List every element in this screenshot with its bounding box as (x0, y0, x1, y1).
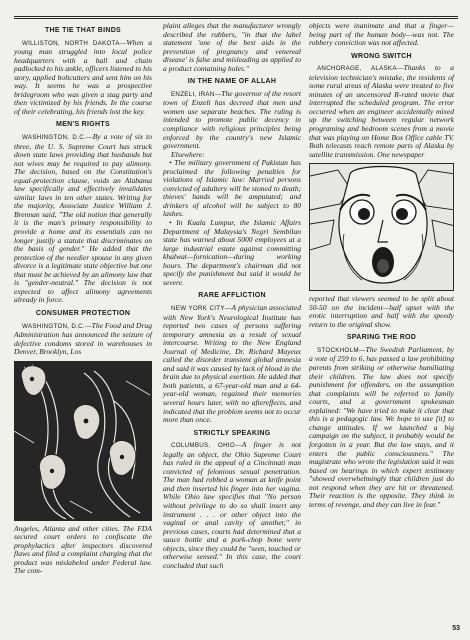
bullet-item: • The military government of Pakistan has proclaimed the following penalties for violations of Islamic law: Married persons convicted of adultery will be stoned to death; thieves' hands will be amputated; and drinkers of alcohol will be subject to 80 lashes. (163, 158, 301, 219)
column-2 (163, 22, 301, 570)
shocked-face-illustration (309, 163, 454, 291)
headline-mens-rights: MEN'S RIGHTS (56, 121, 110, 129)
page-number: 53 (452, 625, 460, 632)
dateline: COLUMBUS, OHIO (171, 442, 235, 450)
article-body: —The governor of the resort town of Enzeli has decreed that men and women use separate beaches. The ruling is intended to promote public decency in compliance with religious principles being enforced by the country's new Islamic government. (163, 88, 302, 151)
dateline: WASHINGTON, D.C. (22, 134, 86, 142)
article-body: Elsewhere: (171, 149, 205, 159)
article-body-continued: plaint alleges that the manufacturer wrongly described the rubbers, "in that the label statement 'one of the best aids in the prevention of pregnancy and venereal disease' is false and misleading as applied to a product containing holes." (163, 21, 301, 73)
dateline: STOCKHOLM (317, 346, 359, 354)
article-body: —When a young man struggled into local police headquarters with a ball and chain padlocked to his ankle, officers listened to his story, applied boltcutters and sent him on his way. It seems he was a prospective bridegroom who was given a stag party and then victimized by his friends. In the course of their celebrating, his friends lost the key. (14, 37, 152, 116)
dateline: ANCHORAGE, ALASKA (317, 65, 397, 73)
headline-rare-affliction: RARE AFFLICTION (198, 292, 266, 300)
headline-in-the-name-of-allah: IN THE NAME OF ALLAH (187, 78, 277, 86)
article-body-continued: reported that viewers seemed to be split about 50-50 on the incident—half upset with the erotic interruption and half with the speedy return to the original show. (309, 294, 454, 329)
bullet-item: • In Kuala Lumpur, the Islamic Affairs Department of Malaysia's Negri Sembilan state has warned about 5000 employees at a large industrial estate against committing khalwat—fornication—during working hours. The department's chairman did not specify the punishment but said it would be severe. (163, 218, 301, 287)
dateline: WASHINGTON, D.C. (22, 322, 85, 330)
article-body: —The Food and Drug Administration has announced the seizure of defective condoms stored in warehouses in Denver, Brooklyn, Los (14, 320, 152, 357)
article-body: —The Swedish Parliament, by a vote of 259 to 6, has passed a law prohibiting parents from striking or otherwise humiliating their children. The law does not specify punishment for offenders, on the assumption that complaints will be referred to family courts, and a government spokesman explained: "We have tried to make it clear that this is a pedagogic law. We hope to use [it] to change attitudes. If we launched a big campaign on the subject, it probably would be forgotten in a year. But the law stays, and it enters the public consciousness." The magistrate who wrote the legislation said it was based on hearings in which expert testimony "showed overwhelmingly that children just do not respond when they are hit or threatened. Their reaction is the opposite. They think in terms of revenge, and they can live in fear." (309, 344, 454, 509)
top-rule (14, 16, 458, 19)
article-body: —Thanks to a television technician's mistake, the residents of some rural areas of Alaska were treated to five minutes of an uncensored R-rated movie that interrupted the scheduled program. The error occurred when an engineer accidentally mixed up the switching between regular network programing and bedroom scenes from a movie that was playing on Home Box Office cable TV. Both telecasts reach remote parts of Alaska by satellite transmission. One newspaper (309, 63, 454, 159)
headline-consumer-protection: CONSUMER PROTECTION (35, 309, 131, 317)
column-3 (309, 22, 454, 509)
article-body: —A physician associated with New York's Neurological Institute has reported two cases of persons suffering temporary amnesia as a result of sexual intercourse. Writing to the New England Journal of Medicine, Dr. Richard Mayeux called the disorder transient global amnesia and said it was caused by lack of blood in the brain due to physical exertion. He added that both patients, a 67-year-old man and a 64-year-old woman, regained their memories several hours later, with no aftereffects, and indicated that the problem seems not to occur more than once. (163, 302, 301, 425)
condom-illustration (14, 361, 152, 521)
dateline: ENZELI, IRAN (171, 90, 215, 98)
headline-strictly-speaking: STRICTLY SPEAKING (193, 429, 271, 437)
headline-tie-that-binds: THE TIE THAT BINDS (44, 27, 122, 34)
article-body-continued: objects were inanimate and that a finger—being part of the human body—was not. The robbery conviction was not affected. (309, 21, 454, 48)
dateline: WILLISTON, NORTH DAKOTA (22, 39, 120, 47)
dateline: NEW YORK CITY (171, 304, 225, 312)
article-body: —A finger is not legally an object, the Ohio Supreme Court has ruled in the appeal of a Cincinnati man convicted of felonious sexual penetration. The man had robbed a woman at knife point and then inserted his finger into her vagina. While Ohio law specifies that "No person without privilege to do so shall insert any instrument . . . or other object into the vaginal or anal cavity of another," in previous cases, courts had determined that a sauce bottle and a pork-chop bone were objects, since they could be "seen, touched or otherwise sensed." In this case, the court concluded that such (163, 440, 301, 570)
headline-sparing-the-rod: SPARING THE ROD (346, 334, 417, 342)
article-body: —By a vote of six to three, the U. S. Supreme Court has struck down state laws providing that husbands but not wives may be required to pay alimony. The decision, based on the Constitution's equal-protection clause, voids an Alabama law specifically and effectively invalidates similar laws in ten other states. Writing for the majority, Associate Justice William J. Brennan said, "The old notion that generally it is the man's primary responsibility to provide a home and its essentials can no longer justify a statute that discriminates on the basis of gender." He added that the protection of the needier spouse in any given divorce is a legitimate state objective but one that must be achieved by an alimony law that is "gender-neutral." The decision is not expected to affect alimony agreements already in force. (14, 132, 152, 305)
column-1 (14, 22, 152, 576)
headline-wrong-switch: WRONG SWITCH (351, 52, 412, 60)
article-body-continued: Angeles, Atlanta and other cities. The FDA secured court orders to confiscate the prophylactics after inspectors discovered flaws and filed a complaint charging that the product was mislabeled under Federal law. The com- (14, 523, 152, 576)
